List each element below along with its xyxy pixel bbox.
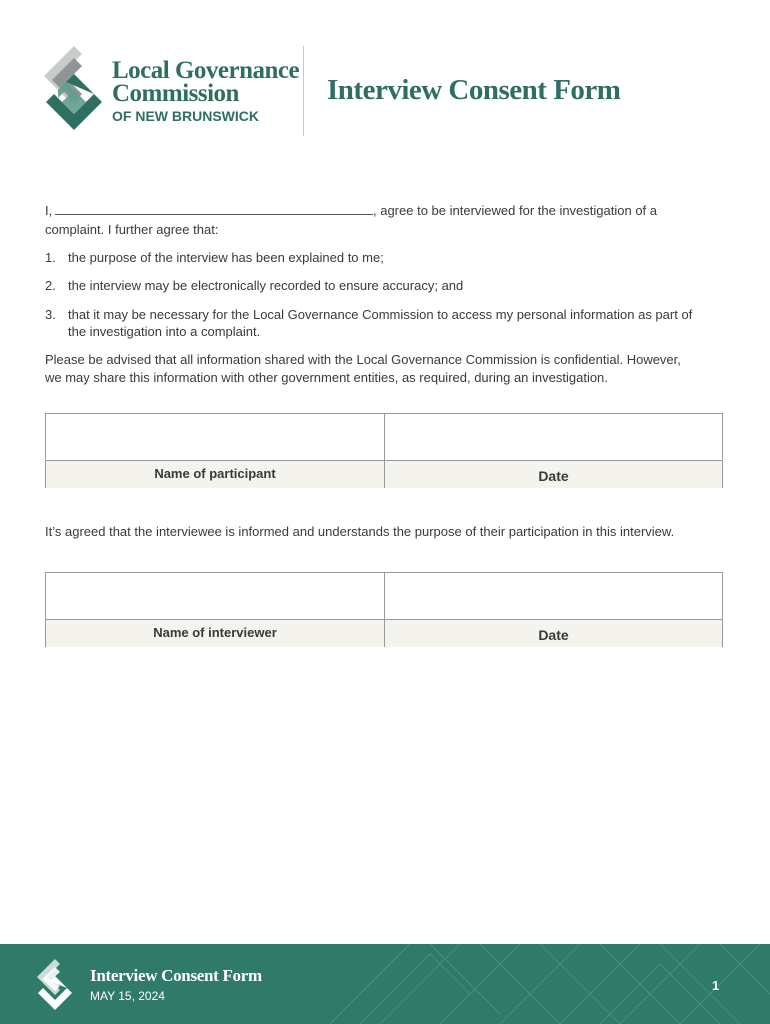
advisory-line2: we may share this information with other government entities, as required, during an investigation. — [45, 370, 608, 385]
page-number: 1 — [712, 978, 720, 993]
participant-label-row — [46, 460, 722, 488]
participant-name-field[interactable] — [46, 414, 385, 460]
list-item-number: 1. — [45, 250, 56, 265]
advisory-line1: Please be advised that all information shared with the Local Governance Commission is confidential. However, — [45, 352, 681, 367]
interviewer-date-field[interactable] — [385, 573, 722, 619]
participant-date-field[interactable] — [385, 414, 722, 460]
list-item-number: 2. — [45, 278, 56, 293]
participant-date-label: Date — [538, 468, 569, 484]
intro-suffix: , agree to be interviewed for the investigation of a — [373, 203, 658, 218]
list-item-continuation: the investigation into a complaint. — [68, 324, 261, 339]
intro-prefix: I, — [45, 203, 53, 218]
header-divider — [303, 46, 304, 136]
list-item: that it may be necessary for the Local Governance Commission to access my personal information as part of — [68, 307, 693, 322]
interviewer-date-label: Date — [538, 627, 569, 643]
interviewer-signature-table — [45, 572, 723, 647]
lgc-logo-icon — [44, 44, 104, 138]
form-title: Interview Consent Form — [327, 74, 621, 106]
interviewer-name-label: Name of interviewer — [46, 620, 385, 647]
list-item-number: 3. — [45, 307, 56, 322]
list-item: the purpose of the interview has been explained to me; — [68, 250, 384, 265]
footer-title: Interview Consent Form — [90, 966, 262, 985]
org-name-line2: Commission — [112, 80, 239, 107]
page-footer — [0, 944, 770, 1024]
list-item: the interview may be electronically recorded to ensure accuracy; and — [68, 278, 464, 293]
intro-line2: complaint. I further agree that: — [45, 222, 219, 237]
participant-name-label: Name of participant — [46, 461, 385, 488]
org-name-line3: OF NEW BRUNSWICK — [112, 108, 259, 124]
agreement-statement: It’s agreed that the interviewee is informed and understands the purpose of their participation in this interview. — [45, 524, 675, 539]
footer-date: MAY 15, 2024 — [90, 989, 165, 1003]
interviewer-label-row — [46, 619, 722, 647]
participant-signature-table — [45, 413, 723, 488]
participant-name-blank[interactable] — [55, 214, 373, 215]
footer-logo-icon — [37, 958, 73, 1012]
interviewer-name-field[interactable] — [46, 573, 385, 619]
org-name-line1: Local Governance — [112, 57, 300, 84]
